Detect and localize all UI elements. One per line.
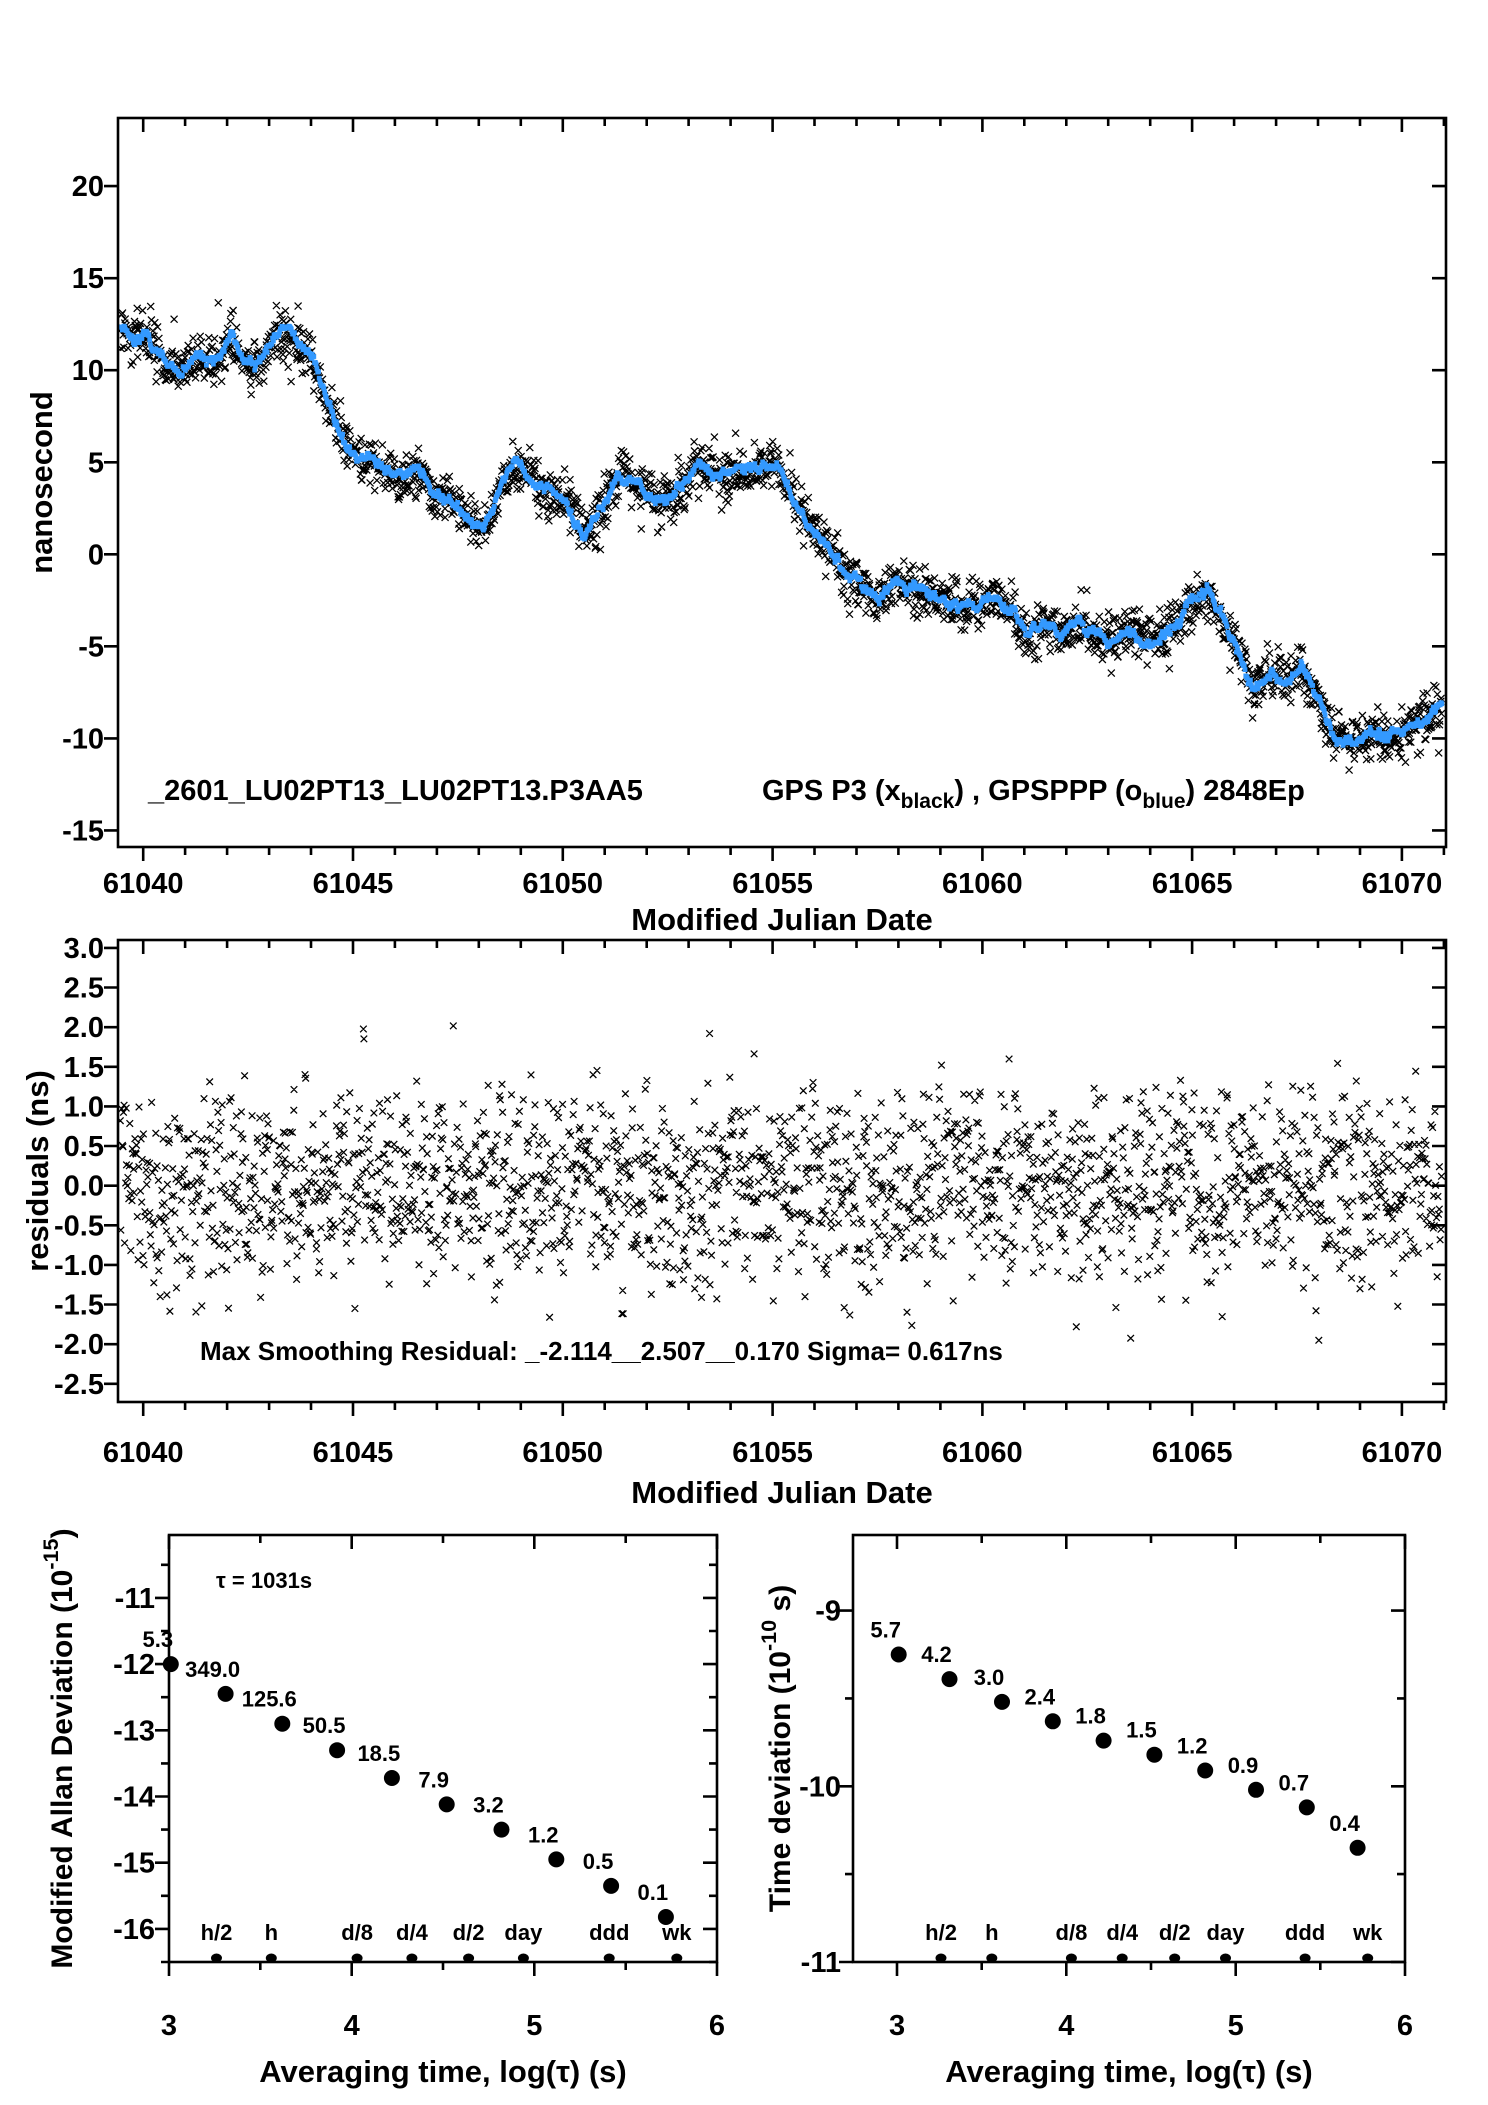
series-legend-label: GPS P3 $(x_{black})$ , GPSPPP $(o_{blue})$ 2848Ep: [762, 775, 1305, 813]
x-tick-label: 6: [708, 2010, 726, 2042]
plot-frame: [853, 1535, 1405, 1962]
tdev-point: [942, 1671, 958, 1687]
tdev-yaxis-title: Time deviation ($10^{-10}$ s): [756, 1584, 797, 1913]
mdev-point: [329, 1742, 345, 1758]
time-unit-label: d/4: [396, 1920, 428, 1945]
mdev-point-label: 125.6: [241, 1686, 297, 1712]
x-tick-label: 3: [888, 2010, 906, 2042]
tdev-point-label: 0.9: [1227, 1752, 1259, 1778]
y-tick-label: -10: [62, 723, 104, 756]
time-unit-label: day: [504, 1920, 543, 1945]
mdev-point-label: 5.3: [142, 1627, 174, 1653]
x-tick-label: 61050: [522, 868, 604, 900]
y-tick-label: -0.5: [54, 1210, 104, 1243]
mdev-point-label: 0.1: [637, 1879, 669, 1905]
x-tick-label: 61055: [732, 1437, 813, 1469]
time-unit-marker: [463, 1954, 474, 1963]
time-unit-label: ddd: [589, 1920, 630, 1945]
time-unit-marker: [406, 1954, 417, 1963]
y-tick-label: -1.5: [54, 1289, 104, 1322]
mdev-point-label: 7.9: [418, 1767, 449, 1793]
mdev-point: [548, 1851, 564, 1867]
time-unit-label: d/2: [452, 1920, 485, 1945]
y-tick-label: -15: [113, 1847, 155, 1880]
y-tick-label: 2.0: [63, 1012, 104, 1045]
mdev-yaxis-title: Modified Allan Deviation $(10^{-15})$: [38, 1528, 79, 1969]
tdev-point: [1299, 1799, 1315, 1815]
x-tick-label: 61040: [102, 868, 184, 900]
time-unit-label: h: [264, 1920, 279, 1945]
tdev-point: [1146, 1747, 1162, 1763]
mdev-point-label: 1.2: [527, 1822, 559, 1848]
tdev-point: [994, 1694, 1010, 1710]
mdev-plot: [38, 1528, 725, 2089]
time-unit-label: d/2: [1158, 1920, 1191, 1945]
time-unit-label: day: [1206, 1920, 1245, 1945]
phase-xaxis-title: Modified Julian Date: [631, 902, 933, 937]
y-tick-label: -11: [800, 1947, 841, 1979]
y-tick-label: -11: [114, 1582, 155, 1615]
mdev-point: [603, 1878, 619, 1894]
mdev-xaxis-title: Averaging time, log(τ) (s): [259, 2054, 627, 2089]
y-tick-label: -14: [113, 1781, 155, 1814]
tdev-point-label: 0.7: [1278, 1770, 1310, 1796]
time-unit-label: d/4: [1106, 1920, 1139, 1945]
tdev-point: [1045, 1713, 1061, 1729]
mdev-point: [384, 1770, 400, 1786]
mdev-point-label: 3.2: [473, 1792, 504, 1818]
x-tick-label: 61050: [522, 1437, 604, 1469]
time-unit-label: wk: [662, 1920, 692, 1945]
time-unit-label: wk: [1353, 1920, 1383, 1945]
x-tick-label: 5: [526, 2010, 543, 2042]
plot-frame: [169, 1535, 717, 1962]
y-tick-label: 0: [87, 539, 104, 572]
residuals-scatter: [117, 1023, 1445, 1344]
x-tick-label: 61045: [312, 868, 394, 900]
tdev-point: [1096, 1733, 1112, 1749]
tdev-point-label: 0.4: [1329, 1810, 1360, 1836]
tdev-point: [1350, 1840, 1366, 1856]
y-tick-label: 10: [71, 355, 104, 388]
time-unit-label: h: [985, 1920, 999, 1945]
x-tick-label: 61045: [312, 1437, 394, 1469]
time-unit-marker: [986, 1954, 997, 1963]
mdev-point: [439, 1796, 455, 1812]
tdev-point-label: 4.2: [921, 1642, 952, 1668]
tdev-point: [1197, 1763, 1213, 1779]
mdev-point: [274, 1716, 290, 1732]
mdev-point: [218, 1686, 234, 1702]
mdev-point: [494, 1822, 510, 1838]
x-tick-label: 61070: [1361, 868, 1443, 900]
y-tick-label: -16: [113, 1913, 155, 1946]
x-tick-label: 61040: [102, 1437, 184, 1469]
time-unit-marker: [604, 1954, 615, 1963]
tdev-point-label: 1.8: [1075, 1703, 1106, 1729]
dataset-id-label: _2601_LU02PT13_LU02PT13.P3AA5: [148, 775, 643, 807]
x-tick-label: 61060: [942, 868, 1023, 900]
mdev-point: [163, 1656, 179, 1672]
time-unit-label: d/8: [1055, 1920, 1088, 1945]
max-smoothing-residual-label: Max Smoothing Residual: _-2.114__2.507__0.170 Sigma= 0.617ns: [200, 1336, 1003, 1366]
y-tick-label: 0.5: [63, 1131, 104, 1164]
x-tick-label: 61055: [732, 868, 813, 900]
plot-frame: [118, 118, 1446, 847]
tdev-point-label: 1.2: [1176, 1733, 1208, 1759]
mdev-point-label: 18.5: [357, 1740, 401, 1766]
y-tick-label: 3.0: [63, 932, 104, 965]
time-unit-marker: [352, 1954, 363, 1963]
y-tick-label: -2.5: [54, 1368, 104, 1401]
residuals-xaxis-title: Modified Julian Date: [631, 1475, 933, 1510]
time-unit-marker: [211, 1954, 222, 1963]
x-tick-label: 4: [1058, 2010, 1075, 2042]
y-tick-label: 15: [71, 263, 104, 296]
y-tick-label: -10: [799, 1771, 841, 1804]
time-unit-marker: [1300, 1954, 1311, 1963]
x-tick-label: 61065: [1151, 868, 1233, 900]
y-tick-label: -5: [78, 631, 104, 664]
time-unit-marker: [1362, 1954, 1373, 1963]
tdev-point: [1248, 1782, 1264, 1798]
tau-annotation: τ = 1031s: [216, 1568, 313, 1593]
y-tick-label: -2.0: [54, 1329, 104, 1362]
y-tick-label: -12: [113, 1649, 155, 1682]
y-tick-label: 2.5: [63, 972, 104, 1005]
x-tick-label: 61065: [1151, 1437, 1233, 1469]
phase-yaxis-title: nanosecond: [24, 391, 59, 574]
x-tick-label: 5: [1227, 2010, 1244, 2042]
x-tick-label: 6: [1396, 2010, 1414, 2042]
y-tick-label: 1.5: [63, 1051, 104, 1084]
tdev-point: [891, 1647, 907, 1663]
time-unit-marker: [671, 1954, 682, 1963]
time-unit-marker: [1169, 1954, 1180, 1963]
tdev-point-label: 2.4: [1024, 1684, 1056, 1710]
y-tick-label: 5: [87, 447, 104, 480]
y-tick-label: -15: [62, 815, 104, 848]
x-tick-label: 4: [343, 2010, 360, 2042]
time-unit-label: h/2: [200, 1920, 233, 1945]
y-tick-label: 1.0: [63, 1091, 104, 1124]
axis-ticks: [839, 1535, 1405, 1976]
time-unit-label: ddd: [1284, 1920, 1326, 1945]
time-unit-marker: [1117, 1954, 1128, 1963]
tdev-plot: [756, 1535, 1413, 2089]
x-tick-label: 61070: [1361, 1437, 1443, 1469]
y-tick-label: 20: [71, 171, 104, 204]
y-tick-label: -13: [113, 1715, 155, 1748]
y-tick-label: 0.0: [63, 1170, 104, 1203]
tdev-point-label: 3.0: [973, 1664, 1005, 1690]
mdev-point-label: 0.5: [582, 1848, 614, 1874]
residuals-plot: [20, 933, 1446, 1510]
tdev-point-label: 5.7: [870, 1617, 902, 1643]
time-unit-marker: [266, 1954, 277, 1963]
time-unit-marker: [936, 1954, 947, 1963]
time-unit-marker: [1220, 1954, 1231, 1963]
tdev-point-label: 1.5: [1126, 1717, 1157, 1743]
y-tick-label: -9: [815, 1595, 841, 1628]
residuals-yaxis-title: residuals (ns): [20, 1070, 55, 1272]
time-unit-label: h/2: [925, 1920, 957, 1945]
time-unit-marker: [518, 1954, 529, 1963]
x-tick-label: 61060: [942, 1437, 1023, 1469]
x-tick-label: 3: [160, 2010, 178, 2042]
y-tick-label: -1.0: [54, 1249, 104, 1282]
tdev-xaxis-title: Averaging time, log(τ) (s): [945, 2054, 1313, 2089]
phase-plot: [24, 118, 1446, 937]
axis-ticks: [155, 1535, 717, 1976]
mdev-point-label: 349.0: [185, 1656, 241, 1682]
time-unit-label: d/8: [341, 1920, 374, 1945]
mdev-point-label: 50.5: [302, 1713, 346, 1739]
time-unit-marker: [1066, 1954, 1077, 1963]
